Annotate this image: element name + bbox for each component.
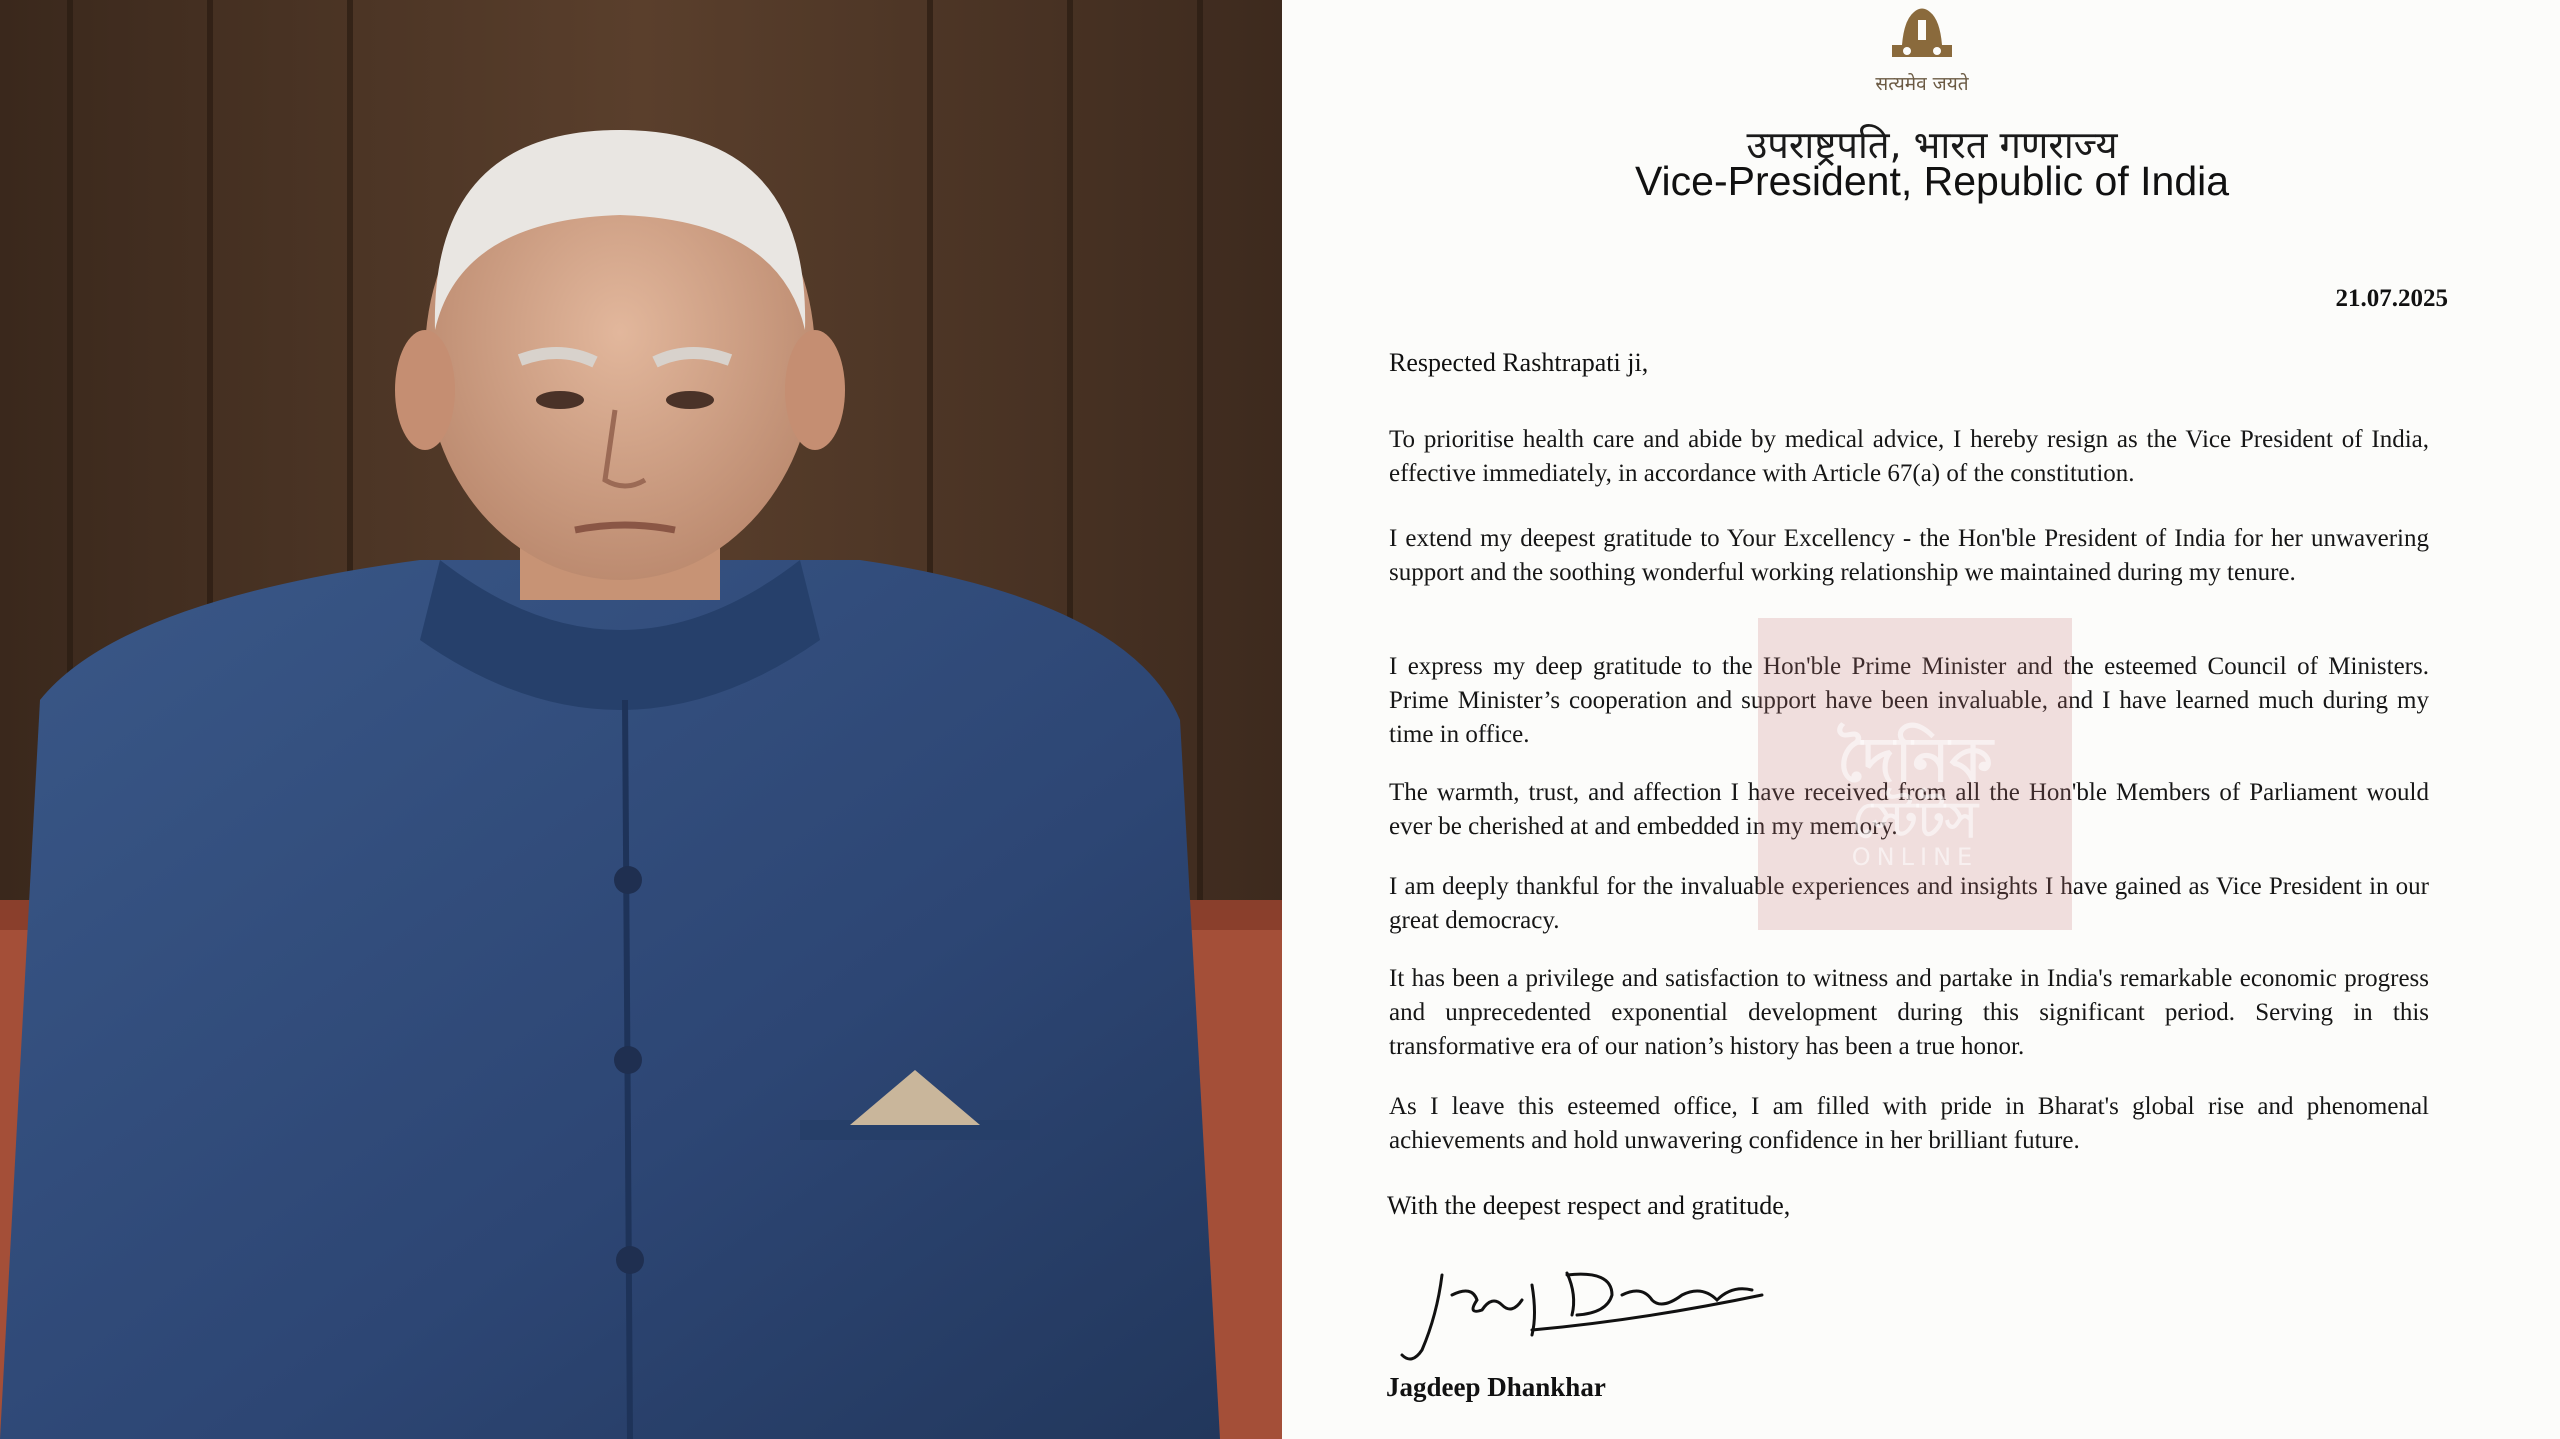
emblem-motto: सत्यमेव जयते — [1875, 73, 1969, 95]
closing-line: With the deepest respect and gratitude, — [1387, 1191, 1791, 1220]
paragraph-5: I am deeply thankful for the invaluable experiences and insights I have gained as Vice President in our great democracy. — [1389, 873, 2429, 934]
paragraph-3: I express my deep gratitude to the Hon'ble Prime Minister and the esteemed Council of Ministers. Prime Minister’s cooperation and support have been invaluable, and I have learned much during my time in office. — [1389, 653, 2429, 748]
watermark-line-1: দৈনিক — [1837, 723, 1993, 796]
watermark-line-2: স্টেটস — [1852, 791, 1978, 849]
handwritten-signature — [1382, 1255, 1822, 1375]
salutation: Respected Rashtrapati ji, — [1389, 348, 1649, 377]
paragraph-4: The warmth, trust, and affection I have received from all the Hon'ble Members of Parliament would ever be cherished at and embedded in my memory. — [1389, 779, 2429, 840]
paragraph-6: It has been a privilege and satisfaction to witness and partake in India's remarkable economic progress and unprecedented exponential development during this significant period. Serving in this transformative era of our nation’s history has been a true honor. — [1389, 965, 2429, 1060]
paragraph-1: To prioritise health care and abide by medical advice, I hereby resign as the Vice President of India, effective immediately, in accordance with Article 67(a) of the constitution. — [1389, 426, 2429, 487]
signer-name: Jagdeep Dhankhar — [1386, 1372, 1606, 1402]
watermark-line-3: ONLINE — [1851, 843, 1979, 871]
resignation-letter — [1282, 0, 2560, 1439]
paragraph-7: As I leave this esteemed office, I am filled with pride in Bharat's global rise and phenomenal achievements and hold unwavering confidence in her brilliant future. — [1389, 1093, 2429, 1154]
letterhead-hindi-title: उपराष्ट्रपति, भारत गणराज्य — [1746, 123, 2118, 167]
publisher-watermark — [1758, 618, 2072, 930]
letter-date: 21.07.2025 — [2335, 285, 2448, 312]
paragraph-2: I extend my deepest gratitude to Your Excellency - the Hon'ble President of India for her unwavering support and the soothing wonderful working relationship we maintained during my tenure. — [1389, 525, 2429, 586]
letterhead-english-title: Vice-President, Republic of India — [1634, 158, 2230, 204]
